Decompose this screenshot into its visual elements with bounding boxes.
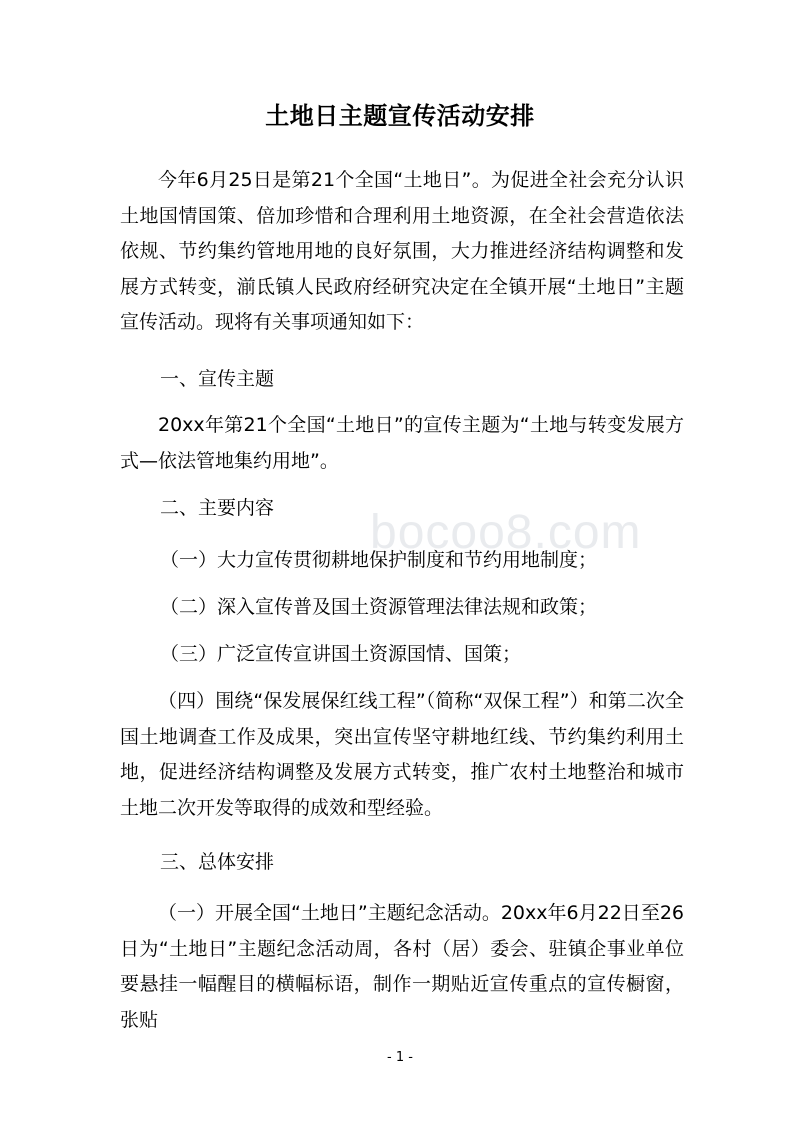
content-item-4: （四）围绕“保发展保红线工程”（简称“双保工程”）和第二次全国土地调查工作及成果，突出宣传坚守耕地红线、节约集约利用土地，促进经济结构调整及发展方式转变，推广农村土地整治和城市土地二次开发等取得的成效和型经验。	[120, 690, 684, 819]
content-item-3: （三）广泛宣传宣讲国土资源国情、国策；	[160, 643, 522, 665]
content-item-1: （一）大力宣传贯彻耕地保护制度和节约用地制度；	[160, 549, 598, 571]
section-heading-arrangement: 三、总体安排	[160, 851, 275, 873]
intro-paragraph: 今年6月25日是第21个全国“土地日”。为促进全社会充分认识土地国情国策、倍加珍惜和合理利用土地资源，在全社会营造依法依规、节约集约管地用地的良好氛围，大力推进经济结构调整和发展方式转变，湔氐镇人民政府经研究决定在全镇开展“土地日”主题宣传活动。现将有关事项通知如下：	[120, 169, 684, 333]
section-heading-content: 二、主要内容	[160, 497, 275, 519]
theme-paragraph: 20xx年第21个全国“土地日”的宣传主题为“土地与转变发展方式—依法管地集约用地”。	[120, 414, 684, 472]
content-item-2: （二）深入宣传普及国土资源管理法律法规和政策；	[160, 596, 598, 618]
document-title: 土地日主题宣传活动安排	[265, 102, 535, 130]
arrangement-paragraph: （一）开展全国“土地日”主题纪念活动。20xx年6月22日至26日为“土地日”主题纪念活动周，各村（居）委会、驻镇企事业单位要悬挂一幅醒目的横幅标语，制作一期贴近宣传重点的宣传橱窗，张贴	[120, 902, 684, 1031]
watermark: bocoo8.com	[370, 506, 642, 559]
section-heading-theme: 一、宣传主题	[160, 368, 275, 390]
page-number: - 1 -	[387, 1050, 413, 1065]
